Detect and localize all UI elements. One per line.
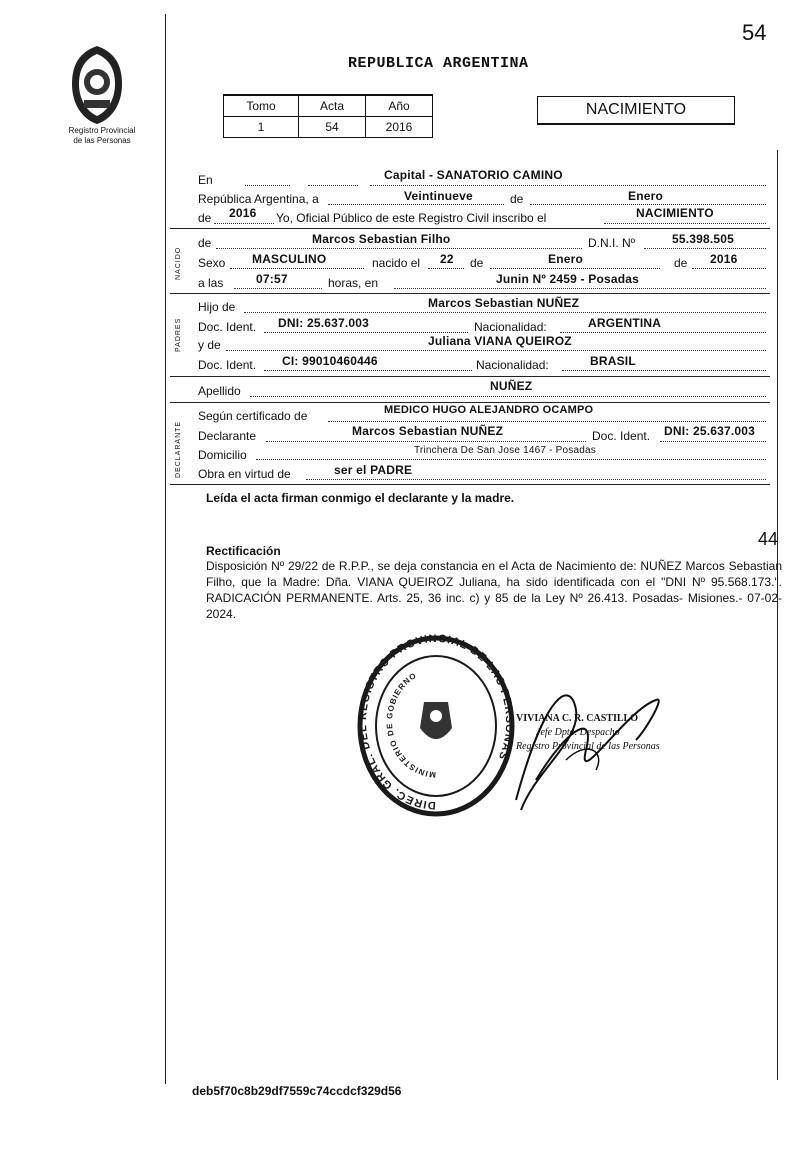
- dotted-line: [560, 332, 766, 333]
- registry-value-tomo: 1: [224, 117, 299, 138]
- oficial-text: Yo, Oficial Público de este Registro Civil inscribo el: [276, 211, 547, 225]
- father-name-value: Marcos Sebastian NUÑEZ: [428, 296, 580, 310]
- dotted-line: [306, 479, 766, 480]
- republica-label: República Argentina, a: [198, 192, 319, 206]
- mother-doc-value: CI: 99010460446: [282, 354, 378, 368]
- place-value: Capital - SANATORIO CAMINO: [384, 168, 563, 182]
- dotted-line: [660, 441, 766, 442]
- child-dni-value: 55.398.505: [672, 232, 735, 246]
- nacido-el-label: nacido el: [372, 256, 421, 270]
- closing-statement: Leída el acta firman conmigo el declarante y la madre.: [206, 491, 515, 505]
- logo-caption-line-2: de las Personas: [73, 136, 131, 145]
- dotted-line: [214, 223, 274, 224]
- dotted-line: [264, 370, 472, 371]
- section-divider: [170, 376, 770, 377]
- dni-label: D.N.I. Nº: [588, 236, 636, 250]
- registry-value-acta: 54: [299, 117, 366, 138]
- dotted-line: [328, 421, 766, 422]
- logo-caption: [52, 126, 152, 146]
- registry-value-row: [224, 117, 433, 138]
- day-words-value: Veintinueve: [404, 189, 473, 203]
- birth-year-value: 2016: [710, 252, 738, 266]
- de-label-4: de: [674, 256, 688, 270]
- mother-nationality-value: BRASIL: [590, 354, 636, 368]
- surname-value: NUÑEZ: [490, 379, 533, 393]
- logo-caption-line-1: Registro Provincial: [68, 126, 136, 135]
- dotted-line: [256, 459, 766, 460]
- inscription-value: NACIMIENTO: [636, 206, 714, 220]
- nacido-side-label: NACIDO: [175, 246, 182, 280]
- padres-side-label: PADRES: [175, 317, 182, 352]
- stamp-ring-textpath: DIREC. GRAL. DEL REGISTRO PROVINCIAL DE LAS PERSONAS: [356, 632, 516, 812]
- month-value: Enero: [628, 189, 664, 203]
- section-divider: [170, 228, 770, 229]
- birth-month-value: Enero: [548, 252, 584, 266]
- en-label: En: [198, 173, 213, 187]
- page-number: 54: [742, 20, 767, 45]
- dotted-line: [226, 350, 766, 351]
- horas-en-label: horas, en: [328, 276, 379, 290]
- year-value: 2016: [229, 206, 257, 220]
- dotted-line: [250, 396, 766, 397]
- rectification-heading: Rectificación: [206, 544, 281, 558]
- registry-table: [223, 94, 433, 138]
- de-label: de: [510, 192, 524, 206]
- registry-header-row: [224, 95, 433, 117]
- certificado-label: Según certificado de: [198, 409, 308, 423]
- dotted-line: [234, 288, 322, 289]
- birth-day-value: 22: [440, 252, 454, 266]
- act-type-box: NACIMIENTO: [537, 96, 735, 125]
- left-margin-line: [165, 14, 166, 1084]
- dotted-line: [370, 185, 766, 186]
- document-hash: deb5f70c8b29df7559c74ccdcf329d56: [192, 1084, 402, 1098]
- section-divider: [170, 402, 770, 403]
- section-divider: [170, 484, 770, 485]
- province-coat-of-arms-logo: [66, 44, 128, 126]
- dotted-line: [328, 204, 504, 205]
- registry-header-acta: Acta: [299, 95, 366, 117]
- section-divider: [170, 293, 770, 294]
- dotted-line: [245, 185, 290, 186]
- address-value: Trinchera De San Jose 1467 - Posadas: [414, 445, 596, 456]
- dotted-line: [230, 268, 364, 269]
- dotted-line: [394, 288, 766, 289]
- registry-header-tomo: Tomo: [224, 95, 299, 117]
- signatory-name: VIVIANA C. R. CASTILLO: [516, 713, 638, 724]
- dotted-line: [216, 248, 582, 249]
- registry-header-anio: Año: [366, 95, 433, 117]
- dotted-line: [644, 248, 766, 249]
- dotted-line: [244, 312, 766, 313]
- doc-ident-label-2: Doc. Ident.: [198, 358, 257, 372]
- dotted-line: [562, 370, 766, 371]
- nacionalidad-label-2: Nacionalidad:: [476, 358, 549, 372]
- capacity-value: ser el PADRE: [334, 463, 413, 477]
- nacionalidad-label: Nacionalidad:: [474, 320, 547, 334]
- rectification-body: Disposición Nº 29/22 de R.P.P., se deja constancia en el Acta de Nacimiento de: NUÑEZ Marcos Sebastian Filho, que la Madre: Dña. VIANA QUEIROZ Juliana, ha sido identificada con el "DNI Nº 95.568.173.". RADICACIÓN PERMANENTE. Arts. 25, 36 inc. c) y 85 de la Ley Nº 26.413. Posadas- Misiones.- 07-02-2024.: [206, 559, 782, 621]
- birth-place-value: Junin Nº 2459 - Posadas: [496, 272, 640, 286]
- signatory-office: Registro Provincial de las Personas: [516, 741, 660, 752]
- de-label-3: de: [470, 256, 484, 270]
- dotted-line: [428, 268, 464, 269]
- declarant-doc-value: DNI: 25.637.003: [664, 424, 756, 438]
- declarante-label: Declarante: [198, 429, 257, 443]
- dotted-line: [692, 268, 766, 269]
- signatory-role: Jefe Dpto. Despacho: [536, 727, 620, 738]
- birth-time-value: 07:57: [256, 272, 288, 286]
- y-de-label: y de: [198, 338, 221, 352]
- domicilio-label: Domicilio: [198, 448, 247, 462]
- a-las-label: a las: [198, 276, 224, 290]
- declarant-value: Marcos Sebastian NUÑEZ: [352, 424, 504, 438]
- stamp-emblem-icon: [420, 702, 452, 739]
- registry-value-anio: 2016: [366, 117, 433, 138]
- mother-name-value: Juliana VIANA QUEIROZ: [428, 334, 572, 348]
- dotted-line: [308, 185, 358, 186]
- nacido-de-label: de: [198, 236, 212, 250]
- dotted-line: [264, 332, 468, 333]
- certificate-value: MEDICO HUGO ALEJANDRO OCAMPO: [384, 404, 594, 416]
- de-label-2: de: [198, 211, 212, 225]
- doc-ident-label: Doc. Ident.: [198, 320, 257, 334]
- stamp-inner-textpath: MINISTERIO DE GOBIERNO: [384, 670, 437, 780]
- declarante-side-label: DECLARANTE: [175, 420, 182, 478]
- child-name-value: Marcos Sebastian Filho: [312, 232, 451, 246]
- dotted-line: [490, 268, 660, 269]
- dotted-line: [266, 441, 586, 442]
- sex-value: MASCULINO: [252, 252, 327, 266]
- apellido-label: Apellido: [198, 384, 241, 398]
- secondary-page-number: 44: [758, 529, 779, 549]
- dotted-line: [604, 223, 766, 224]
- sexo-label: Sexo: [198, 256, 226, 270]
- obra-label: Obra en virtud de: [198, 467, 291, 481]
- dotted-line: [530, 204, 766, 205]
- doc-ident-label-3: Doc. Ident.: [592, 429, 651, 443]
- father-nationality-value: ARGENTINA: [588, 316, 662, 330]
- document-title: REPUBLICA ARGENTINA: [348, 55, 529, 72]
- hijo-de-label: Hijo de: [198, 300, 236, 314]
- father-doc-value: DNI: 25.637.003: [278, 316, 370, 330]
